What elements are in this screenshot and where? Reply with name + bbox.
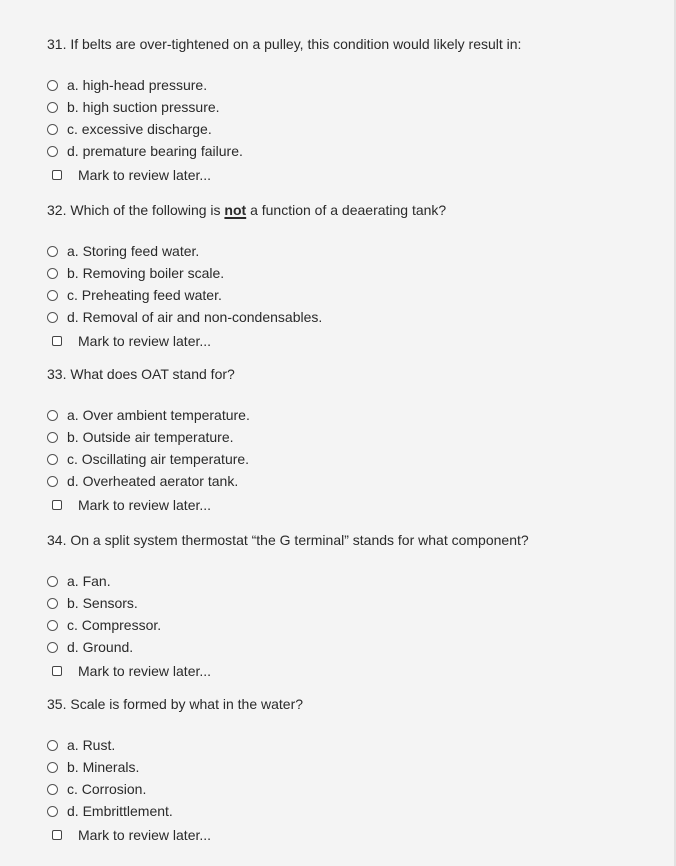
- radio-icon[interactable]: [47, 598, 58, 609]
- option-label: a. Storing feed water.: [67, 243, 200, 259]
- question-35: [47, 695, 647, 847]
- option-b[interactable]: [47, 96, 647, 118]
- option-a[interactable]: [47, 570, 647, 592]
- option-label: c. excessive discharge.: [67, 121, 212, 137]
- option-label: c. Oscillating air temperature.: [67, 451, 250, 467]
- option-b[interactable]: [47, 426, 647, 448]
- option-label: d. Overheated aerator tank.: [67, 473, 239, 489]
- question-31: [47, 35, 647, 187]
- mark-review-checkbox[interactable]: [52, 493, 647, 517]
- radio-icon[interactable]: [47, 576, 58, 587]
- option-list: [47, 240, 647, 328]
- option-b[interactable]: [47, 756, 647, 778]
- option-c[interactable]: [47, 284, 647, 306]
- option-d[interactable]: [47, 800, 647, 822]
- option-label: c. Compressor.: [67, 617, 162, 633]
- radio-icon[interactable]: [47, 312, 58, 323]
- option-label: d. Removal of air and non-condensables.: [67, 309, 323, 325]
- question-33: [47, 365, 647, 517]
- review-label: Mark to review later...: [78, 333, 212, 349]
- mark-review-checkbox[interactable]: [52, 329, 647, 353]
- option-c[interactable]: [47, 118, 647, 140]
- option-d[interactable]: [47, 140, 647, 162]
- option-label: b. Outside air temperature.: [67, 429, 234, 445]
- option-c[interactable]: [47, 614, 647, 636]
- question-title-emphasis: not: [224, 202, 247, 218]
- radio-icon[interactable]: [47, 102, 58, 113]
- question-title: 33. What does OAT stand for?: [47, 366, 235, 382]
- option-label: d. Embrittlement.: [67, 803, 173, 819]
- review-label: Mark to review later...: [78, 167, 212, 183]
- option-label: a. Over ambient temperature.: [67, 407, 250, 423]
- radio-icon[interactable]: [47, 124, 58, 135]
- option-a[interactable]: [47, 404, 647, 426]
- option-list: [47, 74, 647, 162]
- question-32: [47, 201, 647, 353]
- question-title-prefix: 32. Which of the following is: [47, 202, 225, 218]
- option-d[interactable]: [47, 470, 647, 492]
- option-a[interactable]: [47, 734, 647, 756]
- review-label: Mark to review later...: [78, 497, 212, 513]
- review-label: Mark to review later...: [78, 827, 212, 843]
- option-label: d. Ground.: [67, 639, 134, 655]
- option-label: c. Corrosion.: [67, 781, 147, 797]
- question-title: 31. If belts are over-tightened on a pulley, this condition would likely result in:: [47, 36, 522, 52]
- radio-icon[interactable]: [47, 476, 58, 487]
- mark-review-checkbox[interactable]: [52, 163, 647, 187]
- option-label: c. Preheating feed water.: [67, 287, 222, 303]
- checkbox-icon[interactable]: [52, 170, 62, 180]
- radio-icon[interactable]: [47, 268, 58, 279]
- checkbox-icon[interactable]: [52, 336, 62, 346]
- option-list: [47, 570, 647, 658]
- option-list: [47, 734, 647, 822]
- radio-icon[interactable]: [47, 410, 58, 421]
- radio-icon[interactable]: [47, 246, 58, 257]
- option-label: b. Minerals.: [67, 759, 140, 775]
- option-label: d. premature bearing failure.: [67, 143, 243, 159]
- question-title: 34. On a split system thermostat “the G terminal” stands for what component?: [47, 532, 529, 548]
- mark-review-checkbox[interactable]: [52, 823, 647, 847]
- question-34: [47, 531, 647, 683]
- checkbox-icon[interactable]: [52, 830, 62, 840]
- checkbox-icon[interactable]: [52, 500, 62, 510]
- radio-icon[interactable]: [47, 432, 58, 443]
- radio-icon[interactable]: [47, 762, 58, 773]
- option-d[interactable]: [47, 306, 647, 328]
- option-label: b. Sensors.: [67, 595, 138, 611]
- option-label: a. high-head pressure.: [67, 77, 208, 93]
- mark-review-checkbox[interactable]: [52, 659, 647, 683]
- radio-icon[interactable]: [47, 642, 58, 653]
- radio-icon[interactable]: [47, 740, 58, 751]
- option-list: [47, 404, 647, 492]
- radio-icon[interactable]: [47, 290, 58, 301]
- option-b[interactable]: [47, 262, 647, 284]
- option-d[interactable]: [47, 636, 647, 658]
- radio-icon[interactable]: [47, 806, 58, 817]
- radio-icon[interactable]: [47, 454, 58, 465]
- radio-icon[interactable]: [47, 146, 58, 157]
- review-label: Mark to review later...: [78, 663, 212, 679]
- question-title: [47, 201, 647, 219]
- option-b[interactable]: [47, 592, 647, 614]
- checkbox-icon[interactable]: [52, 666, 62, 676]
- option-label: a. Rust.: [67, 737, 116, 753]
- option-label: a. Fan.: [67, 573, 111, 589]
- option-c[interactable]: [47, 448, 647, 470]
- radio-icon[interactable]: [47, 80, 58, 91]
- option-c[interactable]: [47, 778, 647, 800]
- radio-icon[interactable]: [47, 620, 58, 631]
- option-a[interactable]: [47, 240, 647, 262]
- option-a[interactable]: [47, 74, 647, 96]
- option-label: b. high suction pressure.: [67, 99, 220, 115]
- question-title: 35. Scale is formed by what in the water?: [47, 696, 304, 712]
- option-label: b. Removing boiler scale.: [67, 265, 225, 281]
- radio-icon[interactable]: [47, 784, 58, 795]
- question-title-suffix: a function of a deaerating tank?: [246, 202, 447, 218]
